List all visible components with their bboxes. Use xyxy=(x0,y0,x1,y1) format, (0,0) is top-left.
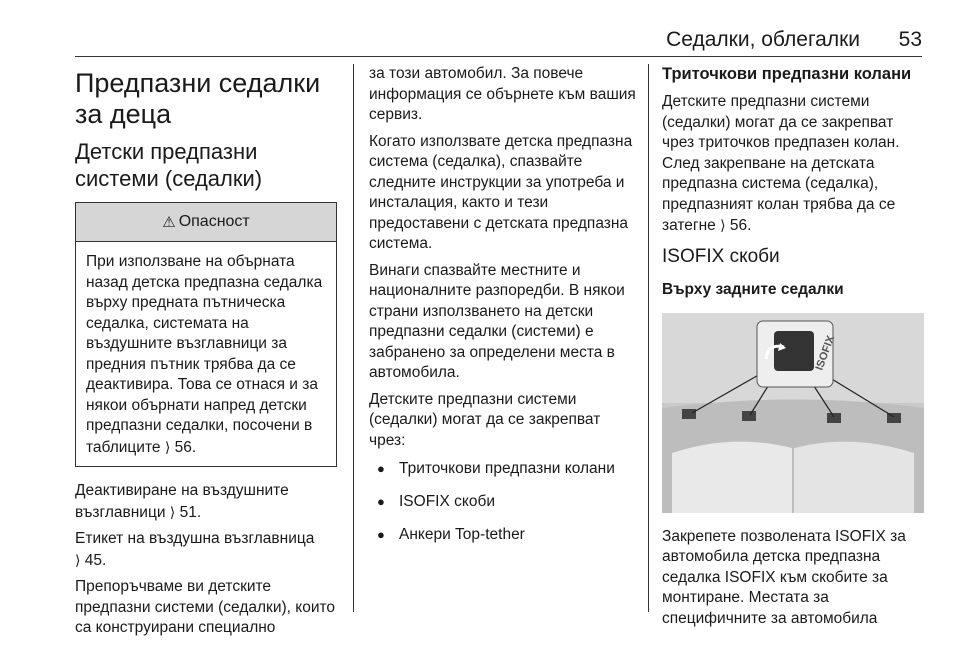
bullet-list xyxy=(369,459,637,545)
isofix-figure xyxy=(662,313,924,513)
page-header xyxy=(75,22,922,50)
column-divider xyxy=(353,64,354,612)
column-divider xyxy=(648,64,649,612)
paragraph: Етикет на въздушна възглавница ⟩ 45. xyxy=(75,530,315,569)
page-ref-arrow-icon: ⟩ xyxy=(164,438,171,455)
isofix-label: ISOFIX xyxy=(813,333,838,372)
warning-title: Опасност xyxy=(178,213,250,230)
paragraph: Закрепете позволената ISOFIX за автомобила детска предпазна седалка ISOFIX към скобите за монтиране. Местата за специфичните за автомобила xyxy=(662,527,906,627)
page-ref-link[interactable]: 45. xyxy=(84,551,107,569)
subsection-title: ISOFIX скоби xyxy=(662,245,780,267)
list-item: ● ISOFIX скоби xyxy=(377,492,637,512)
paragraph: Винаги спазвайте местните и националните разпоредби. В някои страни използването на детски предпазни седалки (системи) е забранено за определени места в автомобила. xyxy=(369,261,625,381)
warning-box xyxy=(75,202,337,467)
warning-header xyxy=(76,203,336,242)
page-ref-link[interactable]: 51. xyxy=(179,503,202,521)
list-item: ● Триточкови предпазни колани xyxy=(377,459,637,479)
page-ref-link[interactable]: 56. xyxy=(174,438,197,456)
warning-text: При използване на обърната назад детска предпазна седалка върху предната пътническа седалка, системата на въздушните възглавници за предния пътник трябва да се деактивира. Това се отнася и за някои обърнати напред детски предпазни седалки, посочени в таблиците ⟩ 56. xyxy=(86,253,323,456)
paragraph: Деактивиране на въздушните възглавници ⟩ 51. xyxy=(75,482,289,521)
header-title: Седалки, облегалки xyxy=(666,28,860,51)
header-divider xyxy=(75,56,922,57)
paragraph: Препоръчваме ви детските предпазни системи (седалки), които са конструирани специално xyxy=(75,578,336,636)
paragraph: за този автомобил. За повече информация се обърнете към вашия сервиз. xyxy=(369,65,636,123)
rear-seat-illustration-icon xyxy=(662,313,924,513)
paragraph: Детските предпазни системи (седалки) могат да се закрепват чрез: xyxy=(369,390,601,449)
subsection-title: Детски предпазни системи (седалки) xyxy=(75,139,263,191)
warning-triangle-icon: ⚠ xyxy=(162,214,176,231)
column-right xyxy=(662,64,924,635)
column-middle xyxy=(369,64,637,558)
column-left xyxy=(75,64,337,645)
subsection-title: Триточкови предпазни колани xyxy=(662,65,912,83)
page-ref-arrow-icon: ⟩ xyxy=(720,217,726,233)
section-title: Предпазни седалки за деца xyxy=(75,68,321,129)
page-ref-arrow-icon: ⟩ xyxy=(169,503,176,520)
sub-heading: Върху задните седалки xyxy=(662,280,844,298)
paragraph: Детските предпазни системи (седалки) могат да се закрепват чрез триточков предпазен колан. След закрепване на детската предпазна система (седалка), предпазният колан трябва да се затегне ⟩ 56. xyxy=(662,93,900,234)
page-ref-link[interactable]: 56. xyxy=(729,217,752,234)
list-item: ● Анкери Top-tether xyxy=(377,525,637,545)
page-number: 53 xyxy=(898,28,922,51)
paragraph: Когато използвате детска предпазна система (седалка), спазвайте следните инструкции за употреба и инсталация, както и тези предоставени с детската предпазна система. xyxy=(369,132,633,252)
page-ref-arrow-icon: ⟩ xyxy=(75,551,81,568)
